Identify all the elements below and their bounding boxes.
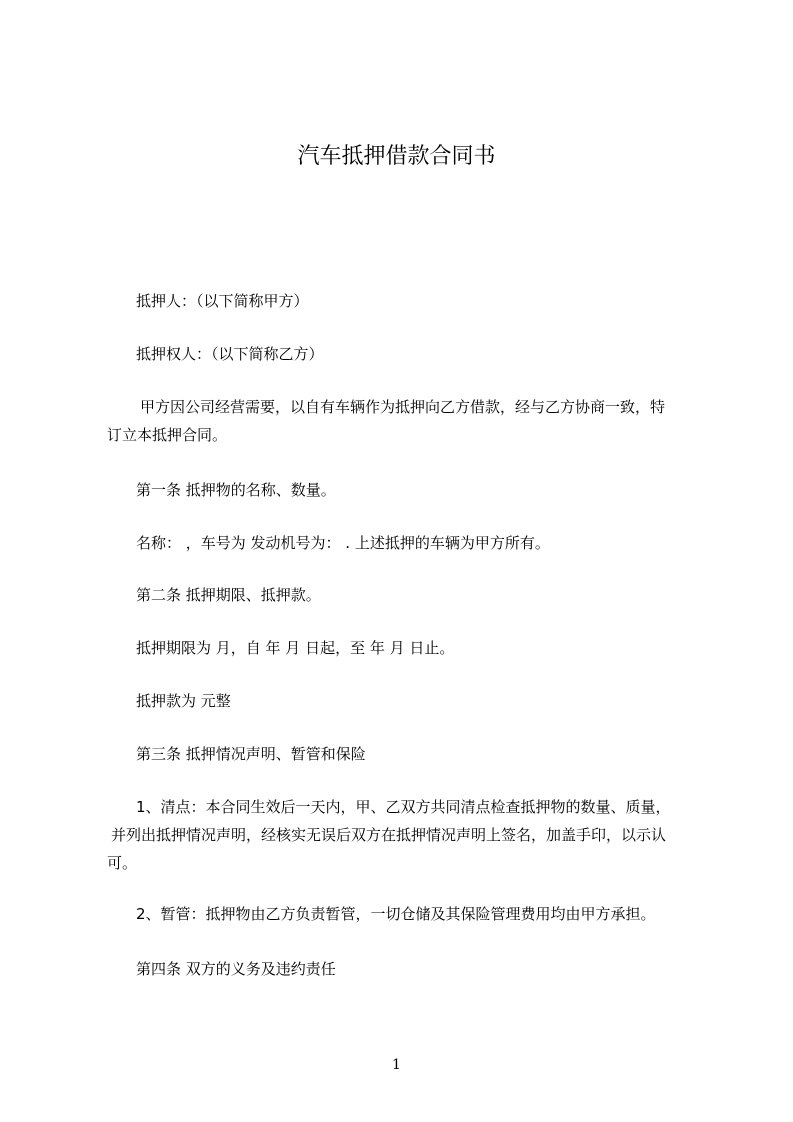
intro-line-2: 订立本抵押合同。 <box>107 426 228 444</box>
article-3-item-1-line-3: 可。 <box>107 854 138 872</box>
pledgee-line: 抵押权人：（以下简称乙方） <box>136 345 324 363</box>
article-1-heading: 第一条 抵押物的名称、数量。 <box>136 481 336 499</box>
article-1-name-line: 名称： ，车号为 发动机号为： . 上述抵押的车辆为甲方所有。 <box>136 534 550 552</box>
document-title: 汽车抵押借款合同书 <box>297 144 496 169</box>
page-number: 1 <box>392 1057 401 1073</box>
pledger-line: 抵押人：（以下简称甲方） <box>136 292 309 310</box>
article-2-amount-line: 抵押款为 元整 <box>136 692 231 710</box>
article-3-heading: 第三条 抵押情况声明、暂管和保险 <box>136 745 366 763</box>
article-2-period-line: 抵押期限为 月，自 年 月 日起，至 年 月 日止。 <box>136 639 455 657</box>
article-2-heading: 第二条 抵押期限、抵押款。 <box>136 586 321 604</box>
intro-line-1: 甲方因公司经营需要，以自有车辆作为抵押向乙方借款，经与乙方协商一致，特 <box>140 398 666 416</box>
article-3-item-1-line-1: 1、清点：本合同生效后一天内，甲、乙双方共同清点检查抵押物的数量、质量， <box>136 798 671 816</box>
article-4-heading: 第四条 双方的义务及违约责任 <box>136 960 336 978</box>
article-3-item-1-line-2: 并列出抵押情况声明，经核实无误后双方在抵押情况声明上签名，加盖手印，以示认 <box>111 826 667 844</box>
article-3-item-2: 2、暂管：抵押物由乙方负责暂管，一切仓储及其保险管理费用均由甲方承担。 <box>136 905 656 923</box>
